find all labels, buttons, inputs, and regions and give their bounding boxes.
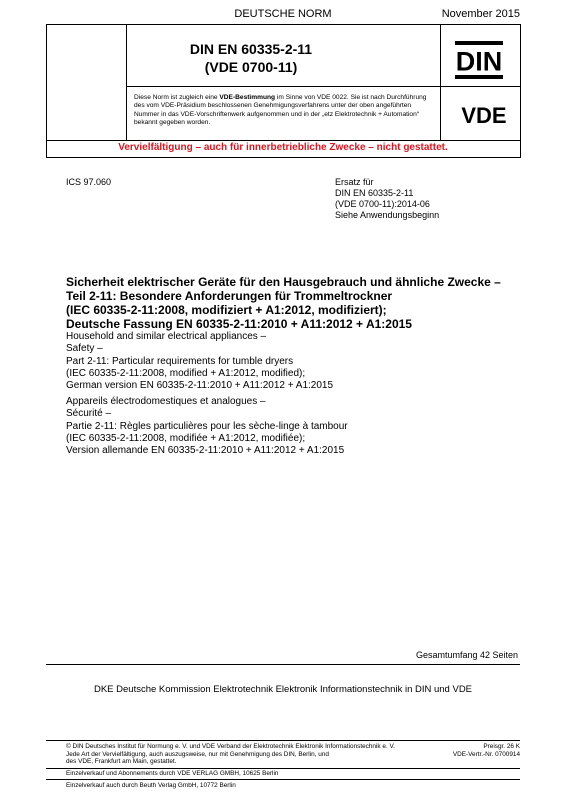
- ics-code: ICS 97.060: [66, 177, 112, 187]
- replacement-info: [335, 177, 439, 221]
- replacement-line: Ersatz für: [335, 177, 374, 187]
- vde-order-number: VDE-Vertr.-Nr. 0700914: [452, 750, 520, 758]
- frame-right-inner-line: [440, 24, 441, 140]
- title-english-line: Part 2-11: Particular requirements for tumble dryers: [66, 355, 294, 367]
- title-french-line: Version allemande EN 60335-2-11:2010 + A11:2012 + A1:2015: [66, 445, 345, 457]
- title-french-line: Sécurité –: [66, 408, 112, 420]
- din-logo: [455, 41, 503, 79]
- title-french-line: Partie 2-11: Règles particulières pour les sèche-linge à tambour: [66, 420, 348, 432]
- title-english-line: Safety –: [66, 343, 103, 355]
- title-english-line: Household and similar electrical appliances –: [66, 331, 267, 342]
- standard-type: DEUTSCHE NORM: [234, 8, 332, 20]
- vde-notice: [134, 94, 434, 127]
- title-german-line: Teil 2-11: Besondere Anforderungen für Trommeltrockner: [66, 289, 393, 303]
- frame-mid-line: [126, 86, 520, 87]
- document-number: DIN EN 60335-2-11: [189, 41, 313, 57]
- frame-top-line: [46, 24, 520, 25]
- title-german: [66, 275, 526, 331]
- frame-lower-line: [46, 140, 520, 141]
- title-german-line: Deutsche Fassung EN 60335-2-11:2010 + A11:2012 + A1:2015: [66, 317, 412, 331]
- frame-right-line: [520, 24, 521, 158]
- footer-sep-line-2: [46, 779, 520, 780]
- price-group: Preisgr. 26 K: [483, 743, 520, 750]
- title-german-line: Sicherheit elektrischer Geräte für den Hausgebrauch und ähnliche Zwecke –: [66, 275, 501, 289]
- replacement-line: Siehe Anwendungsbeginn: [335, 210, 440, 220]
- title-german-line: (IEC 60335-2-11:2008, modifiziert + A1:2012, modifiziert);: [66, 303, 387, 317]
- copyright-line: Jede Art der Vervielfältigung, auch auszugsweise, nur mit Genehmigung des DIN, Berlin, und: [66, 750, 329, 758]
- title-french: [66, 396, 526, 457]
- sales-info-beuth: Einzelverkauf auch durch Beuth Verlag GmbH, 10772 Berlin: [66, 782, 236, 789]
- title-french-line: (IEC 60335-2-11:2008, modifiée + A1:2012, modifiée);: [66, 432, 306, 444]
- dke-line: DKE Deutsche Kommission Elektrotechnik Elektronik Informationstechnik in DIN und VDE: [93, 684, 473, 695]
- footer-top-line: [46, 740, 520, 741]
- frame-bottom-line: [46, 157, 520, 158]
- vde-number: (VDE 0700-11): [204, 59, 298, 75]
- vde-notice-post: im Sinne von VDE 0022. Sie ist nach Durchführung des vom VDE-Präsidium beschlossenen Genehmigungsverfahrens unter der oben angeführten Nummer in das VDE-Vorschriftenwerk aufgenommen und in der „etz Elektrotechnik + Automation“ bekannt gegeben worden.: [134, 94, 427, 126]
- footer-sep-line-1: [46, 768, 520, 769]
- document-number-block: [66, 40, 436, 76]
- title-english: [66, 331, 526, 392]
- vde-logo-text: VDE: [461, 104, 507, 126]
- sales-info-vde: Einzelverkauf und Abonnements durch VDE VERLAG GMBH, 10625 Berlin: [66, 770, 279, 777]
- replacement-line: DIN EN 60335-2-11: [335, 188, 414, 198]
- publication-date: November 2015: [441, 8, 520, 20]
- order-info: [453, 743, 520, 758]
- title-english-line: (IEC 60335-2-11:2008, modified + A1:2012, modified);: [66, 367, 306, 379]
- vde-notice-pre: Diese Norm ist zugleich eine: [134, 94, 220, 101]
- copyright-notice: [66, 743, 395, 766]
- copyright-line: © DIN Deutsches Institut für Normung e. V. und VDE Verband der Elektrotechnik Elektronik Informationstechnik e. V.: [66, 743, 395, 750]
- total-pages: Gesamtumfang 42 Seiten: [415, 650, 518, 660]
- title-french-line: Appareils électrodomestiques et analogues –: [66, 396, 266, 407]
- vde-notice-bold: VDE-Bestimmung: [219, 94, 276, 101]
- title-english-line: German version EN 60335-2-11:2010 + A11:2012 + A1:2015: [66, 380, 334, 392]
- vde-logo: [448, 104, 520, 126]
- din-logo-text: DIN: [455, 46, 503, 77]
- total-pages-line: [46, 664, 520, 665]
- frame-left-line: [46, 24, 47, 158]
- replacement-line: (VDE 0700-11):2014-06: [335, 199, 430, 209]
- copy-warning: Vervielfältigung – auch für innerbetriebliche Zwecke – nicht gestattet.: [118, 142, 448, 153]
- copyright-line: des VDE, Frankfurt am Main, gestattet.: [66, 758, 177, 766]
